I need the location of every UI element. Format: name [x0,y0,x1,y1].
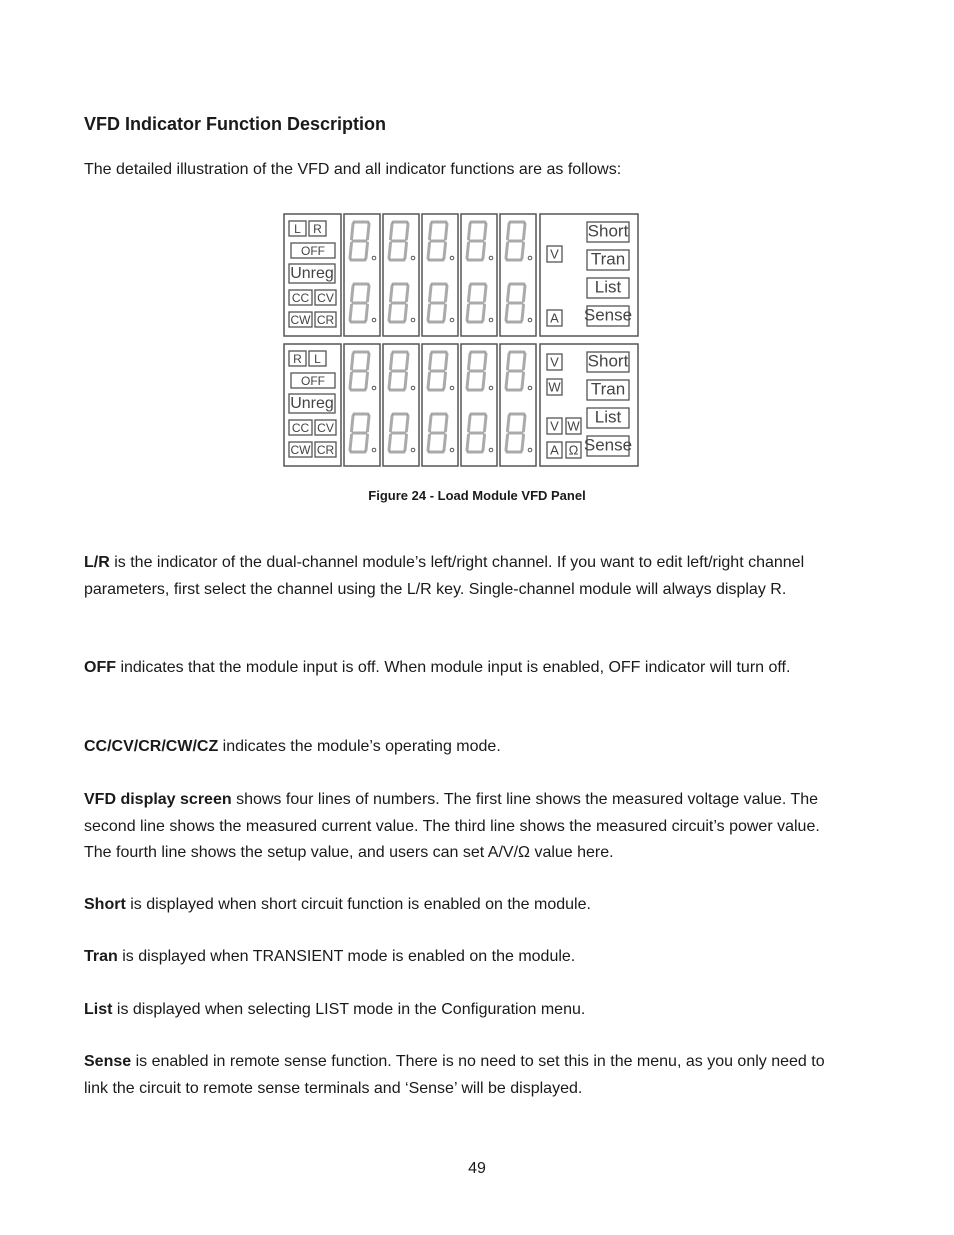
bottom-panel-indicator-unreg: Unreg [290,395,334,412]
paragraph-lr [84,550,844,603]
desc-sense: is enabled in remote sense function. There is no need to set this in the menu, as you only need to link the circuit to remote sense terminals and ‘Sense’ will be displayed. [84,1053,825,1097]
bottom-panel-indicator-r: R [293,352,302,366]
top-panel-digit-r1-c2-segment-5 [391,224,393,239]
desc-tran: is displayed when TRANSIENT mode is enabled on the module. [117,948,576,965]
paragraph-off [84,655,844,682]
top-panel-digit-r1-c4-segment-4 [467,243,469,258]
bottom-panel-unit-v-top: V [550,354,559,370]
top-panel-digit-r1-c2-segment-1 [407,224,409,239]
bottom-panel-indicator-short: Short [587,351,629,371]
bottom-panel-indicator-sense: Sense [583,435,633,455]
top-panel-indicator-list: List [594,277,622,297]
top-panel-digit-r2-c1-segment-2 [366,305,368,320]
top-panel-indicator-tran: Tran [590,249,626,269]
bottom-panel-digit-r2-c2-segment-1 [407,416,409,431]
bottom-panel-indicator-tran: Tran [590,379,626,399]
desc-off: indicates that the module input is off. When module input is enabled, OFF indicator will turn off. [116,659,791,676]
bottom-panel-unit-w-bottom: W [567,418,580,434]
bottom-panel-digit-r1-c1-segment-5 [352,354,354,369]
bottom-panel-digit-r2-c5-segment-5 [508,416,510,431]
top-panel-digit-r2-c4-segment-4 [467,305,469,320]
top-panel-digit-r2-c3-segment-2 [444,305,446,320]
top-panel-digit-r1-c3-segment-1 [446,224,448,239]
top-panel-indicator-l: L [294,222,301,236]
bottom-panel-indicator-cv: CV [317,421,334,435]
top-panel-digit-r1-c3-segment-5 [430,224,432,239]
top-panel-digit-r2-c1-segment-4 [350,305,352,320]
bottom-panel-unit-ohm-bottom: Ω [568,442,579,458]
bottom-panel-digit-r1-c4-segment-1 [485,354,487,369]
bottom-panel-digit-r2-c3-segment-4 [428,435,430,450]
bottom-panel-digit-r1-c5-segment-1 [524,354,526,369]
bottom-panel-digit-r1-c2-segment-2 [405,373,407,388]
top-panel-indicator-unreg: Unreg [290,265,334,282]
bottom-panel-digit-r1-c5-segment-5 [508,354,510,369]
top-panel-indicator-cc: CC [291,291,310,305]
top-panel-digit-r2-c3-segment-5 [430,286,432,301]
top-panel-digit-r1-c5-segment-5 [508,224,510,239]
bottom-panel-digit-r1-c2-segment-1 [407,354,409,369]
bottom-panel-indicator-off: OFF [301,374,325,388]
top-panel-unit-v: V [550,246,559,262]
top-panel-digit-r1-c4-segment-5 [469,224,471,239]
bottom-panel-digit-r1-c5-segment-2 [522,373,524,388]
term-list: List [84,1001,113,1018]
desc-lr: is the indicator of the dual-channel module’s left/right channel. If you want to edit left/right channel parameters, first select the channel using the L/R key. Single-channel module will always display R. [84,554,805,598]
top-panel-indicator-cr: CR [316,313,335,327]
top-panel-digit-r1-c3-segment-4 [428,243,430,258]
bottom-panel-digit-r2-c2-segment-2 [405,435,407,450]
top-panel-digit-r1-c5-segment-2 [522,243,524,258]
top-panel-indicator-short: Short [587,221,629,241]
bottom-panel-digit-r2-c5-segment-2 [522,435,524,450]
bottom-panel-digit-r1-c3-segment-1 [446,354,448,369]
term-sense: Sense [84,1053,132,1070]
bottom-panel-unit-w-top: W [548,379,561,395]
top-panel-digit-r1-c2-segment-2 [405,243,407,258]
top-panel-digit-r2-c2-segment-2 [405,305,407,320]
bottom-panel-digit-r2-c1-segment-1 [368,416,370,431]
bottom-panel-digit-r2-c1-segment-2 [366,435,368,450]
bottom-panel-digit-r1-c1-segment-1 [368,354,370,369]
bottom-panel-unit-v-bottom: V [550,418,559,434]
bottom-panel-digit-r2-c1-segment-5 [352,416,354,431]
top-panel-unit-a: A [550,310,559,326]
bottom-panel-digit-r2-c2-segment-5 [391,416,393,431]
figure-caption: Figure 24 - Load Module VFD Panel [368,488,586,503]
top-panel-digit-r1-c5-segment-4 [506,243,508,258]
top-panel-digit-r1-c2-segment-4 [389,243,391,258]
term-short: Short [84,896,126,913]
vfd-panel-illustration [283,212,640,470]
bottom-panel-digit-r1-c1-segment-2 [366,373,368,388]
top-panel-digit-r2-c2-segment-1 [407,286,409,301]
bottom-panel-digit-r1-c2-segment-4 [389,373,391,388]
bottom-panel-indicator-l: L [314,352,321,366]
term-off: OFF [84,659,116,676]
bottom-panel-digit-r2-c3-segment-2 [444,435,446,450]
bottom-panel-digit-r1-c3-segment-2 [444,373,446,388]
intro-paragraph: The detailed illustration of the VFD and all indicator functions are as follows: [84,161,622,178]
top-panel-indicator-cv: CV [317,291,334,305]
bottom-panel-digit-r2-c3-segment-1 [446,416,448,431]
desc-modes: indicates the module’s operating mode. [218,738,501,755]
bottom-panel-digit-r1-c5-segment-4 [506,373,508,388]
bottom-panel-digit-r2-c5-segment-4 [506,435,508,450]
bottom-panel-digit-r2-c2-segment-4 [389,435,391,450]
page-number: 49 [468,1160,486,1177]
section-heading: VFD Indicator Function Description [84,114,387,134]
top-panel-digit-r2-c4-segment-1 [485,286,487,301]
paragraph-list [84,997,844,1024]
bottom-panel-digit-r2-c4-segment-4 [467,435,469,450]
top-panel-digit-r1-c3-segment-2 [444,243,446,258]
top-panel-digit-r2-c5-segment-5 [508,286,510,301]
top-panel-digit-r2-c5-segment-1 [524,286,526,301]
desc-list: is displayed when selecting LIST mode in the Configuration menu. [112,1001,586,1018]
bottom-panel-unit-a-bottom: A [550,442,559,458]
top-panel-digit-r1-c1-segment-2 [366,243,368,258]
bottom-panel-digit-r2-c4-segment-1 [485,416,487,431]
term-tran: Tran [84,948,118,965]
top-panel-indicator-sense: Sense [583,305,633,325]
paragraph-modes [84,734,844,761]
top-panel-indicator-r: R [313,222,322,236]
bottom-panel-indicator-cr: CR [316,443,335,457]
bottom-panel-digit-r2-c4-segment-5 [469,416,471,431]
top-panel-digit-r2-c1-segment-1 [368,286,370,301]
paragraph-vfd-screen [84,787,844,867]
top-panel-digit-r2-c1-segment-5 [352,286,354,301]
top-panel-indicator-cw: CW [290,313,311,327]
bottom-panel-digit-r1-c1-segment-4 [350,373,352,388]
bottom-panel-digit-r1-c2-segment-5 [391,354,393,369]
paragraph-short [84,892,844,919]
top-panel-digit-r2-c5-segment-2 [522,305,524,320]
bottom-panel-digit-r2-c1-segment-4 [350,435,352,450]
top-panel-digit-r1-c4-segment-1 [485,224,487,239]
bottom-panel-indicator-cc: CC [291,421,310,435]
top-panel-digit-r1-c5-segment-1 [524,224,526,239]
paragraph-sense [84,1049,844,1102]
term-lr: L/R [84,554,110,571]
top-panel-digit-r2-c4-segment-5 [469,286,471,301]
bottom-panel-digit-r2-c3-segment-5 [430,416,432,431]
top-panel-digit-r2-c3-segment-1 [446,286,448,301]
top-panel-digit-r2-c2-segment-4 [389,305,391,320]
top-panel-digit-r2-c2-segment-5 [391,286,393,301]
bottom-panel-indicator-cw: CW [290,443,311,457]
top-panel-digit-r2-c4-segment-2 [483,305,485,320]
bottom-panel-digit-r1-c3-segment-4 [428,373,430,388]
top-panel-digit-r1-c1-segment-1 [368,224,370,239]
paragraph-tran [84,944,844,971]
bottom-panel-digit-r2-c5-segment-1 [524,416,526,431]
top-panel-digit-r2-c5-segment-4 [506,305,508,320]
desc-vfd-screen: shows four lines of numbers. The first line shows the measured voltage value. The second line shows the measured current value. The third line shows the measured circuit’s power value. The fourth line shows the setup value, and users can set A/V/Ω value here. [84,791,820,861]
bottom-panel-digit-r1-c3-segment-5 [430,354,432,369]
bottom-panel-digit-r1-c4-segment-2 [483,373,485,388]
top-panel-digit-r1-c4-segment-2 [483,243,485,258]
top-panel-digit-r1-c1-segment-5 [352,224,354,239]
bottom-panel-digit-r1-c4-segment-5 [469,354,471,369]
term-vfd-screen: VFD display screen [84,791,232,808]
vfd-panel-figure [283,212,640,470]
bottom-panel-digit-r2-c4-segment-2 [483,435,485,450]
top-panel-digit-r1-c1-segment-4 [350,243,352,258]
top-panel-indicator-off: OFF [301,244,325,258]
desc-short: is displayed when short circuit function is enabled on the module. [125,896,591,913]
term-modes: CC/CV/CR/CW/CZ [84,738,219,755]
bottom-panel-digit-r1-c4-segment-4 [467,373,469,388]
top-panel-digit-r2-c3-segment-4 [428,305,430,320]
bottom-panel-indicator-list: List [594,407,622,427]
